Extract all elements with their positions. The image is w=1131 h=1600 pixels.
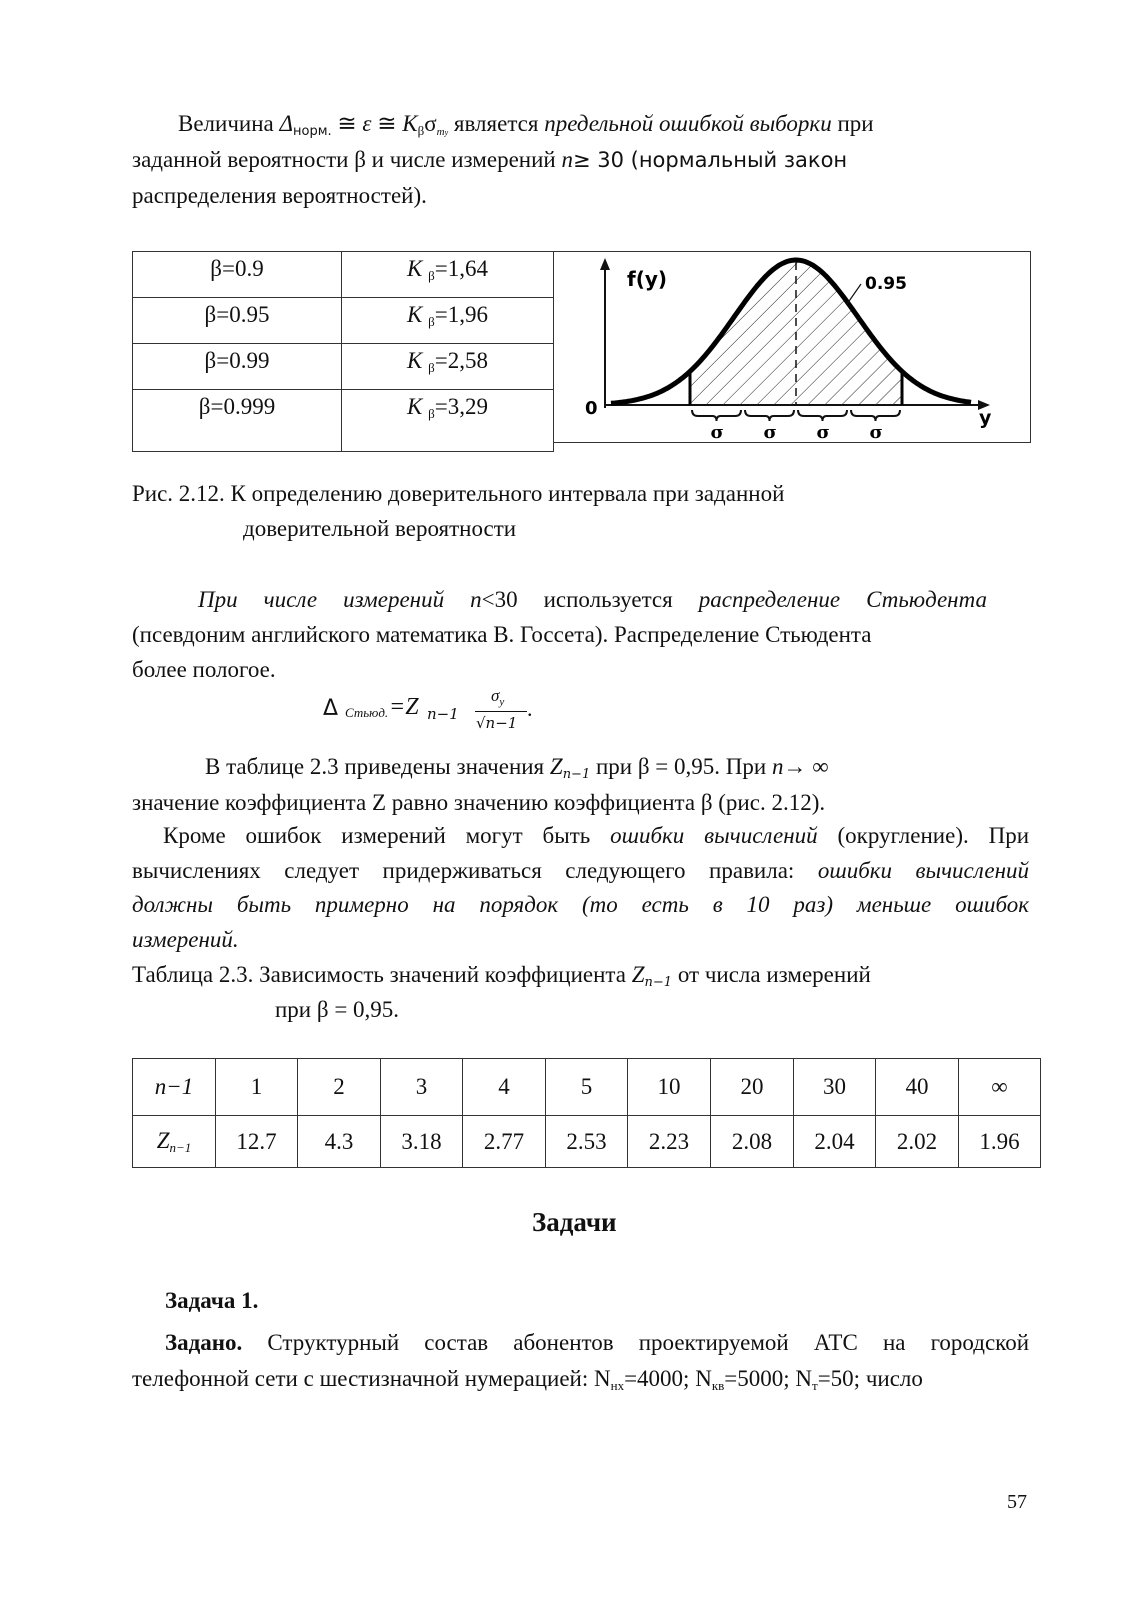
text: при β = 0,95. При: [590, 754, 772, 779]
text: от числа измерений: [672, 962, 871, 987]
k-symbol: K: [407, 348, 423, 373]
text: =4000; N: [624, 1366, 712, 1391]
k-symbol: K: [402, 111, 418, 136]
n-value-cell: 4: [463, 1059, 546, 1116]
z-sub: n−1: [562, 767, 591, 782]
z-symbol: Z: [549, 754, 563, 779]
z-value-cell: 2.04: [794, 1116, 876, 1168]
emph: предельной ошибкой выборки: [544, 111, 832, 136]
prob-label: 0.95: [865, 274, 907, 294]
n-value-cell: ∞: [959, 1059, 1041, 1116]
num-sigma: σ: [491, 686, 500, 705]
para4-line3: должны быть примерно на порядок (то есть в 10 раз) меньше ошибок: [132, 892, 1029, 917]
sigma-label: σ: [816, 422, 830, 442]
k-symbol: K: [407, 394, 423, 419]
y-axis-arrow: [600, 258, 610, 270]
normal-distribution-figure: [553, 251, 1031, 443]
approx2: ≅: [371, 111, 403, 136]
emph: ошибки вычислений: [817, 858, 1029, 883]
k-cell: [342, 298, 554, 344]
formula-den: √n−1: [476, 714, 518, 732]
text: (округление). При: [817, 823, 1030, 848]
text: =50; число: [817, 1366, 923, 1391]
tasks-heading: Задачи: [532, 1207, 617, 1237]
emph: ошибки вычислений: [610, 823, 818, 848]
delta-sub: норм.: [292, 124, 332, 139]
formula-end: .: [527, 696, 533, 721]
sigma-sub-y: y: [444, 128, 449, 137]
z-symbol: Z: [631, 962, 645, 987]
prob-leader: [847, 284, 861, 304]
k-symbol: K: [407, 256, 423, 281]
text: телефонной сети с шестизначной нумерацией: N: [132, 1366, 611, 1391]
z-value-cell: 2.77: [463, 1116, 546, 1168]
z-symbol: Z: [156, 1127, 170, 1153]
text: <30 используется: [481, 587, 699, 612]
k-sub: β: [428, 360, 435, 375]
page-number: 57: [1007, 1491, 1027, 1513]
table-caption-line2: при β = 0,95.: [275, 997, 400, 1022]
n-value-cell: 20: [711, 1059, 794, 1116]
zero-label: 0: [585, 398, 598, 419]
delta-symbol: Δ: [279, 111, 293, 136]
f-label: f(y): [627, 267, 668, 291]
text: заданной вероятности β и числе измерений: [132, 147, 562, 172]
beta-cell: β=0.95: [133, 298, 342, 344]
sigma-label: σ: [869, 422, 883, 442]
para4-line2: [132, 853, 1029, 889]
para3-line2: значение коэффициента Z равно значению коэффициента β (рис. 2.12).: [132, 790, 826, 815]
k-sub: β: [428, 314, 435, 329]
z-value-cell: 2.23: [628, 1116, 711, 1168]
text: При числе измерений: [198, 587, 471, 612]
sub: кв: [711, 1378, 725, 1393]
sigma: σ: [424, 111, 437, 136]
formula-zsub: n−1: [427, 705, 459, 723]
fraction-bar: [475, 711, 527, 712]
text: Таблица 2.3. Зависимость значений коэффициента: [132, 962, 632, 987]
para4-line4: измерений.: [132, 927, 239, 952]
k-sub: β: [428, 406, 435, 421]
text: является: [448, 111, 545, 136]
z-sub: n−1: [644, 975, 673, 990]
figure-caption-line2: доверительной вероятности: [243, 516, 517, 541]
para2-line3: более пологое.: [132, 657, 276, 682]
para4-line1: [163, 818, 1029, 854]
k-value: =1,96: [434, 302, 488, 327]
sigma-brace: [692, 410, 741, 421]
z-sub: n−1: [169, 1139, 192, 1155]
k-cell: [342, 252, 554, 298]
figure-caption-line1: Рис. 2.12. К определению доверительного интервала при заданной: [132, 481, 785, 506]
z-table: [132, 1058, 1041, 1168]
student-formula: [323, 686, 583, 738]
task1-given-line2: [132, 1361, 923, 1404]
n-value-cell: 10: [628, 1059, 711, 1116]
text: =5000; N: [724, 1366, 813, 1391]
n-symbol: n: [561, 147, 573, 172]
k-sub: β: [428, 268, 435, 283]
formula-num: [491, 686, 504, 708]
k-cell: [342, 390, 554, 452]
sigma-sub-m: m: [436, 126, 445, 138]
k-value: =2,58: [434, 348, 488, 373]
table-row: [133, 344, 554, 390]
z-value-cell: 2.53: [546, 1116, 628, 1168]
epsilon: ε: [362, 111, 372, 136]
text: Кроме ошибок измерений могут быть: [163, 823, 611, 848]
sigma-brace: [745, 410, 794, 421]
k-value: =3,29: [434, 394, 488, 419]
k-value: =1,64: [434, 256, 488, 281]
z-value-cell: 1.96: [959, 1116, 1041, 1168]
sigma-sub: [437, 126, 449, 138]
table-row: [133, 1059, 1041, 1116]
k-cell: [342, 344, 554, 390]
text: ≥ 30 (нормальный закон: [572, 148, 848, 172]
sub: т: [812, 1378, 818, 1393]
sigma-brace: [851, 410, 900, 421]
figure-svg: [553, 252, 1030, 442]
z-value-cell: 2.08: [711, 1116, 794, 1168]
table-row: [133, 252, 554, 298]
sigma-braces: [692, 410, 900, 421]
n-symbol: n: [470, 587, 482, 612]
n-value-cell: 1: [216, 1059, 298, 1116]
table-row: [133, 298, 554, 344]
text: В таблице 2.3 приведены значения: [205, 754, 550, 779]
n-value-cell: 3: [381, 1059, 463, 1116]
para2-line1: [198, 582, 987, 618]
n-value-cell: 2: [298, 1059, 381, 1116]
emph: распределение Стьюдента: [698, 587, 987, 612]
table-row: [133, 390, 554, 452]
k-sub: β: [417, 123, 425, 138]
task1-given-line1: [165, 1325, 1029, 1361]
given-label: Задано.: [165, 1330, 243, 1355]
sigma-label: σ: [763, 422, 777, 442]
formula-eq: =Z: [389, 694, 419, 720]
table-row: [133, 1116, 1041, 1168]
n-symbol: n: [771, 754, 784, 779]
text: Структурный состав абонентов проектируемой АТС на городской: [242, 1330, 1029, 1355]
sigma-brace: [798, 410, 847, 421]
table-caption-line1: [132, 957, 871, 1001]
sigma-labels: [711, 422, 883, 442]
para1-line3: распределения вероятностей).: [132, 183, 427, 208]
z-value-cell: 4.3: [298, 1116, 381, 1168]
y-label: y: [979, 407, 992, 429]
n-value-cell: 40: [876, 1059, 959, 1116]
num-sub: y: [499, 696, 505, 708]
n-value-cell: 30: [794, 1059, 876, 1116]
row-label: [133, 1116, 216, 1168]
n-value-cell: 5: [546, 1059, 628, 1116]
task1-heading: Задача 1.: [165, 1288, 259, 1313]
para2-line2: (псевдоним английского математика В. Госсета). Распределение Стьюдента: [132, 622, 872, 647]
para1-line2: [132, 142, 847, 178]
z-value-cell: 2.02: [876, 1116, 959, 1168]
sub: нх: [610, 1378, 625, 1393]
beta-cell: β=0.99: [133, 344, 342, 390]
z-value-cell: 3.18: [381, 1116, 463, 1168]
text: вычислениях следует придерживаться следующего правила:: [132, 858, 818, 883]
text: → ∞: [783, 754, 829, 779]
text: при: [831, 111, 874, 136]
z-value-cell: 12.7: [216, 1116, 298, 1168]
text: Величина: [178, 111, 274, 136]
approx1: ≅: [331, 111, 363, 136]
sigma-label: σ: [710, 422, 724, 442]
k-table: [132, 251, 554, 452]
beta-cell: β=0.999: [133, 390, 342, 452]
formula-delta: Δ: [323, 696, 339, 721]
k-symbol: K: [407, 302, 423, 327]
formula-sub: Стьюд.: [345, 705, 389, 720]
beta-cell: β=0.9: [133, 252, 342, 298]
head-label: n−1: [133, 1059, 216, 1116]
